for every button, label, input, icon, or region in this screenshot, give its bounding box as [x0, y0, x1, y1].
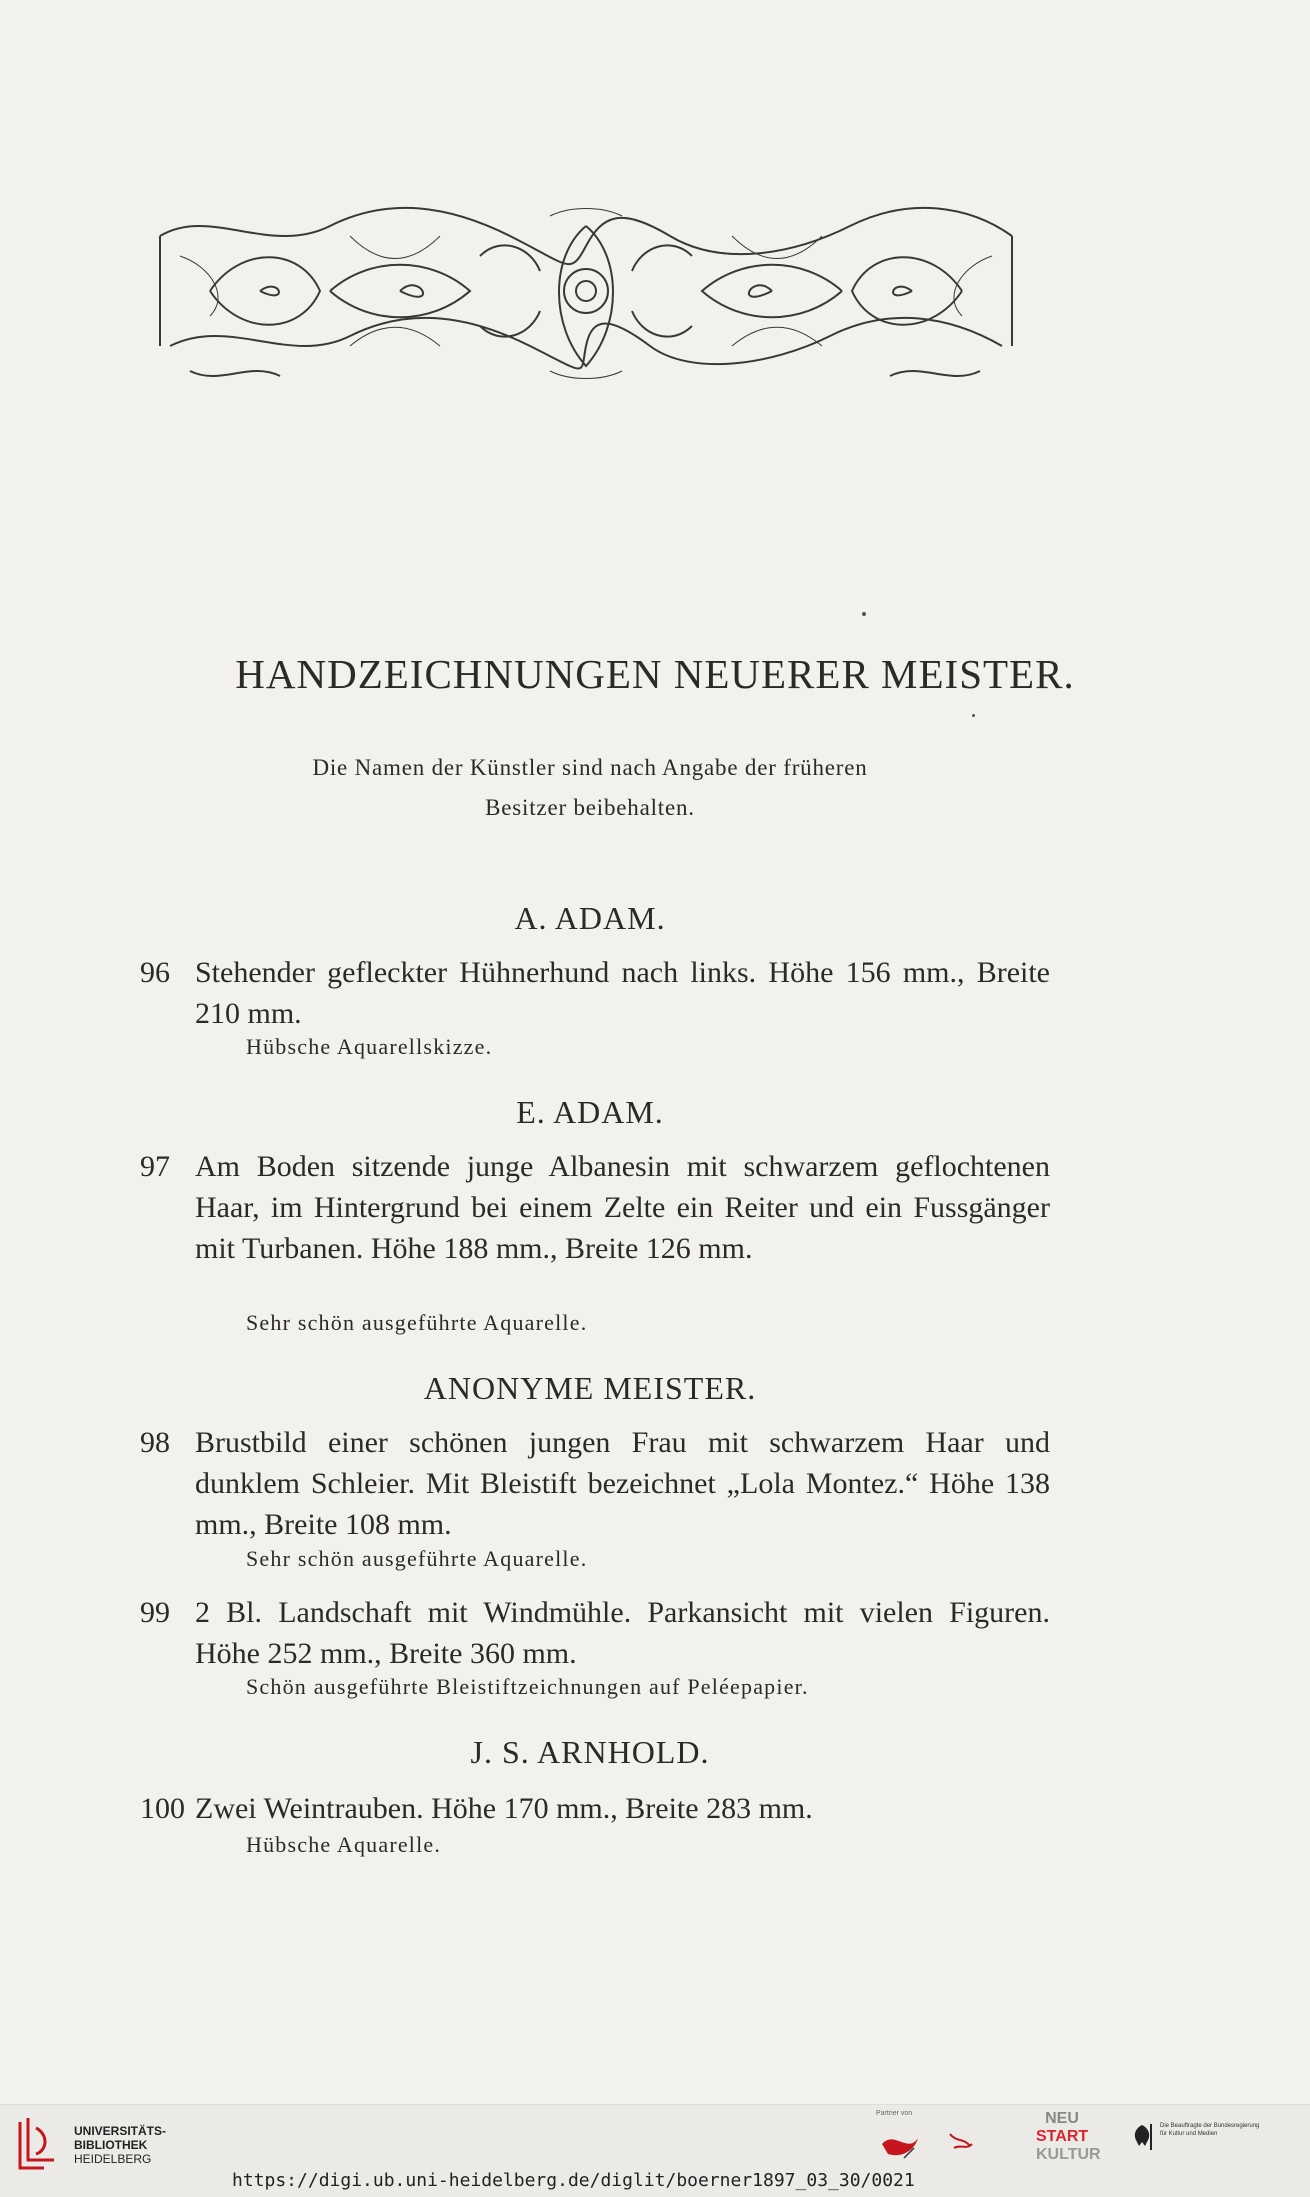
entry-note: Hübsche Aquarellskizze. [246, 1034, 493, 1059]
print-speck [972, 714, 975, 717]
entry-number: 99 [140, 1596, 170, 1629]
entry-note: Sehr schön ausgeführte Aquarelle. [246, 1546, 588, 1571]
catalog-entry [140, 952, 1060, 1034]
entry-number: 98 [140, 1426, 170, 1459]
artist-heading: J. S. ARNHOLD. [470, 1734, 710, 1770]
entry-note: Hübsche Aquarelle. [246, 1832, 442, 1857]
neustart-word-2: START [1036, 2128, 1089, 2145]
decorative-ornament-header [150, 196, 1022, 394]
entry-number: 100 [140, 1792, 185, 1825]
entry-description: Zwei Weintrauben. Höhe 170 mm., Breite 283 mm. [195, 1792, 813, 1825]
entry-description: Am Boden sitzende junge Albanesin mit schwarzem geflochtenen Haar, im Hintergrund bei einem Zelte ein Reiter und ein Fussgänger mit Turbanen. Höhe 188 mm., Breite 126 mm. [195, 1150, 1050, 1265]
library-name-line-3: HEIDELBERG [74, 2152, 152, 2166]
federal-eagle-icon [1130, 2122, 1154, 2152]
entry-note: Schön ausgeführte Bleistiftzeichnungen auf Peléepapier. [246, 1674, 809, 1699]
catalog-entry [140, 1592, 1060, 1674]
subtitle-line-1: Die Namen der Künstler sind nach Angabe der früheren [312, 755, 868, 780]
entry-description: 2 Bl. Landschaft mit Windmühle. Parkansicht mit vielen Figuren. Höhe 252 mm., Breite 360 mm. [195, 1596, 1050, 1670]
entry-note: Sehr schön ausgeführte Aquarelle. [246, 1310, 588, 1335]
artist-heading: E. ADAM. [516, 1094, 664, 1130]
artist-heading: ANONYME MEISTER. [423, 1370, 757, 1406]
university-library-logo[interactable] [14, 2114, 62, 2176]
permalink-url[interactable]: https://digi.ub.uni-heidelberg.de/diglit/boerner1897_03_30/0021 [232, 2170, 915, 2191]
print-speck [862, 612, 866, 616]
entry-number: 97 [140, 1150, 170, 1183]
library-name-line-2: BIBLIOTHEK [74, 2138, 148, 2152]
entry-number: 96 [140, 956, 170, 989]
entry-description: Stehender gefleckter Hühnerhund nach links. Höhe 156 mm., Breite 210 mm. [195, 956, 1050, 1030]
federal-text-line-2: für Kultur und Medien [1160, 2131, 1218, 2137]
catalog-entry [140, 1788, 1060, 1829]
neustart-word-3: KULTUR [1036, 2146, 1101, 2163]
page-title: HANDZEICHNUNGEN NEUERER MEISTER. [235, 651, 1075, 697]
federal-text-line-1: Die Beauftragte der Bundesregierung [1160, 2123, 1260, 2129]
neustart-word-1: NEU [1045, 2110, 1079, 2127]
subtitle-line-2: Besitzer beibehalten. [485, 795, 695, 820]
artist-heading: A. ADAM. [514, 900, 666, 936]
catalog-entry [140, 1422, 1060, 1545]
federal-commissioner-text [1160, 2122, 1259, 2138]
entry-description: Brustbild einer schönen jungen Frau mit schwarzem Haar und dunklem Schleier. Mit Bleistift bezeichnet „Lola Montez.“ Höhe 138 mm., Breite 108 mm. [195, 1426, 1050, 1541]
catalog-entry [140, 1146, 1060, 1310]
neustart-kultur-logo[interactable] [1036, 2110, 1101, 2180]
library-name [74, 2124, 166, 2166]
library-name-line-1: UNIVERSITÄTS- [74, 2124, 167, 2138]
partner-label: Partner von [876, 2110, 913, 2117]
dig-library-logo[interactable] [874, 2124, 984, 2164]
